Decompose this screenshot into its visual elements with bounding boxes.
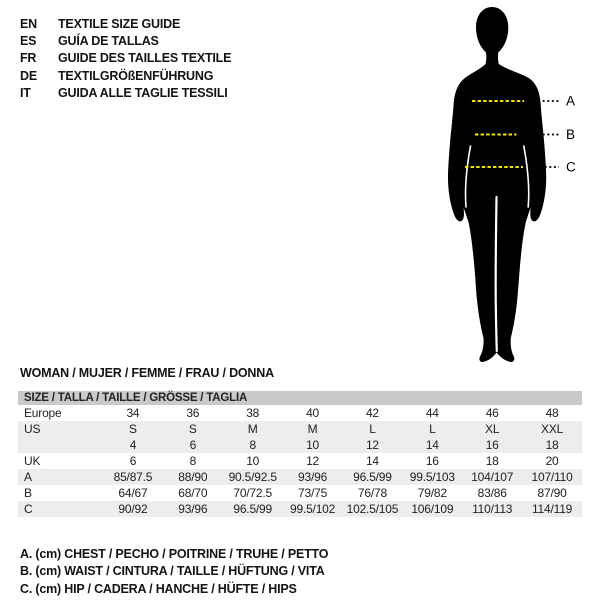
legend-line-hip: C. (cm) HIP / CADERA / HANCHE / HÜFTE / HIPS xyxy=(20,581,297,596)
size-value-cell: 85/87.5 xyxy=(113,470,153,484)
size-table-header-row xyxy=(18,391,582,405)
row-label: B xyxy=(24,486,32,500)
size-value-cell: L xyxy=(369,422,376,436)
row-label: C xyxy=(24,502,33,516)
size-value-cell: 83/86 xyxy=(477,486,507,500)
size-value-cell: 99.5/103 xyxy=(409,470,455,484)
language-row-it xyxy=(20,85,231,102)
language-code: EN xyxy=(20,16,37,31)
size-value-cell: 10 xyxy=(246,454,260,468)
size-value-cell: XXL xyxy=(541,422,564,436)
table-row xyxy=(18,469,582,485)
size-value-cell: 79/82 xyxy=(417,486,447,500)
size-value-cell: 110/113 xyxy=(472,502,513,516)
size-value-cell: 44 xyxy=(425,406,439,420)
row-label: Europe xyxy=(24,406,62,420)
size-value-cell: 73/75 xyxy=(298,486,328,500)
size-value-cell: L xyxy=(429,422,436,436)
size-value-cell: XL xyxy=(485,422,500,436)
woman-silhouette-illustration xyxy=(430,0,600,370)
size-value-cell: 64/67 xyxy=(118,486,148,500)
size-value-cell: 93/96 xyxy=(178,502,208,516)
size-value-cell: 48 xyxy=(545,406,559,420)
size-value-cell: 114/119 xyxy=(531,502,573,516)
size-value-cell: 14 xyxy=(365,454,379,468)
size-value-cell: 8 xyxy=(249,438,256,452)
size-table xyxy=(18,391,582,517)
language-row-en xyxy=(20,15,231,32)
language-row-fr xyxy=(20,50,231,67)
language-title: GUÍA DE TALLAS xyxy=(58,34,159,49)
size-value-cell: 90.5/92.5 xyxy=(228,470,277,484)
table-row xyxy=(18,501,582,517)
size-value-cell: 38 xyxy=(246,406,260,420)
table-row xyxy=(18,421,582,437)
size-value-cell: 76/78 xyxy=(357,486,387,500)
size-value-cell: 8 xyxy=(189,454,197,468)
language-code: FR xyxy=(20,51,37,66)
size-value-cell: 42 xyxy=(365,406,379,420)
language-row-de xyxy=(20,67,231,84)
size-value-cell: 70/72.5 xyxy=(233,486,272,500)
measurement-legend xyxy=(20,545,328,598)
size-value-cell: 46 xyxy=(485,406,499,420)
size-value-cell: 12 xyxy=(306,454,320,468)
section-title: WOMAN / MUJER / FEMME / FRAU / DONNA xyxy=(20,366,274,380)
size-value-cell: 6 xyxy=(189,438,197,452)
row-label: US xyxy=(24,422,41,436)
size-value-cell: S xyxy=(129,422,137,436)
size-value-cell: 68/70 xyxy=(178,486,208,500)
language-title: GUIDE DES TAILLES TEXTILE xyxy=(58,51,232,66)
size-value-cell: 88/90 xyxy=(178,470,208,484)
language-title: TEXTILE SIZE GUIDE xyxy=(58,16,181,31)
size-value-cell: 106/109 xyxy=(411,502,454,516)
marker-label-b: B xyxy=(566,127,576,142)
size-table-header: SIZE / TALLA / TAILLE / GRÖSSE / TAGLIA xyxy=(18,391,582,405)
language-list xyxy=(20,15,231,102)
size-value-cell: 34 xyxy=(126,406,140,420)
row-label: A xyxy=(24,470,32,484)
size-value-cell: 6 xyxy=(129,454,137,468)
size-value-cell: 93/96 xyxy=(298,470,328,484)
size-value-cell: 96.5/99 xyxy=(233,502,272,516)
size-value-cell: 4 xyxy=(129,438,137,452)
size-value-cell: 12 xyxy=(365,438,379,452)
size-value-cell: M xyxy=(247,422,258,436)
size-value-cell: M xyxy=(307,422,318,436)
row-label xyxy=(18,437,103,453)
size-value-cell: 107/110 xyxy=(531,470,573,484)
table-row xyxy=(18,405,582,421)
size-value-cell: 18 xyxy=(485,454,499,468)
legend-line-chest: A. (cm) CHEST / PECHO / POITRINE / TRUHE / PETTO xyxy=(20,546,329,561)
language-code: DE xyxy=(20,68,37,83)
size-value-cell: 104/107 xyxy=(471,470,514,484)
size-value-cell: 20 xyxy=(545,454,559,468)
size-value-cell: 40 xyxy=(306,406,320,420)
size-value-cell: 16 xyxy=(425,454,439,468)
size-value-cell: 14 xyxy=(425,438,439,452)
marker-label-c: C xyxy=(566,159,576,175)
woman-silhouette xyxy=(448,7,546,362)
size-value-cell: 16 xyxy=(485,438,499,452)
size-value-cell: S xyxy=(188,422,197,436)
measurement-figure xyxy=(430,0,600,370)
language-title: GUIDA ALLE TAGLIE TESSILI xyxy=(58,86,228,101)
size-value-cell: 99.5/102 xyxy=(290,502,336,516)
size-value-cell: 36 xyxy=(186,406,200,420)
row-label: UK xyxy=(24,454,41,468)
language-code: ES xyxy=(20,34,37,49)
size-value-cell: 87/90 xyxy=(537,486,567,500)
size-value-cell: 18 xyxy=(545,438,559,452)
leg-gap-line xyxy=(496,197,497,351)
size-value-cell: 10 xyxy=(306,438,320,452)
size-value-cell: 96.5/99 xyxy=(353,470,392,484)
size-value-cell: 102.5/105 xyxy=(346,502,399,516)
table-row xyxy=(18,437,582,453)
legend-line-waist: B. (cm) WAIST / CINTURA / TAILLE / HÜFTUNG / VITA xyxy=(20,564,325,579)
language-code: IT xyxy=(20,86,31,101)
table-row xyxy=(18,485,582,501)
table-row xyxy=(18,453,582,469)
language-row-es xyxy=(20,32,231,49)
language-title: TEXTILGRÖßENFÜHRUNG xyxy=(58,68,214,83)
size-value-cell: 90/92 xyxy=(118,502,148,516)
marker-label-a: A xyxy=(566,93,576,109)
